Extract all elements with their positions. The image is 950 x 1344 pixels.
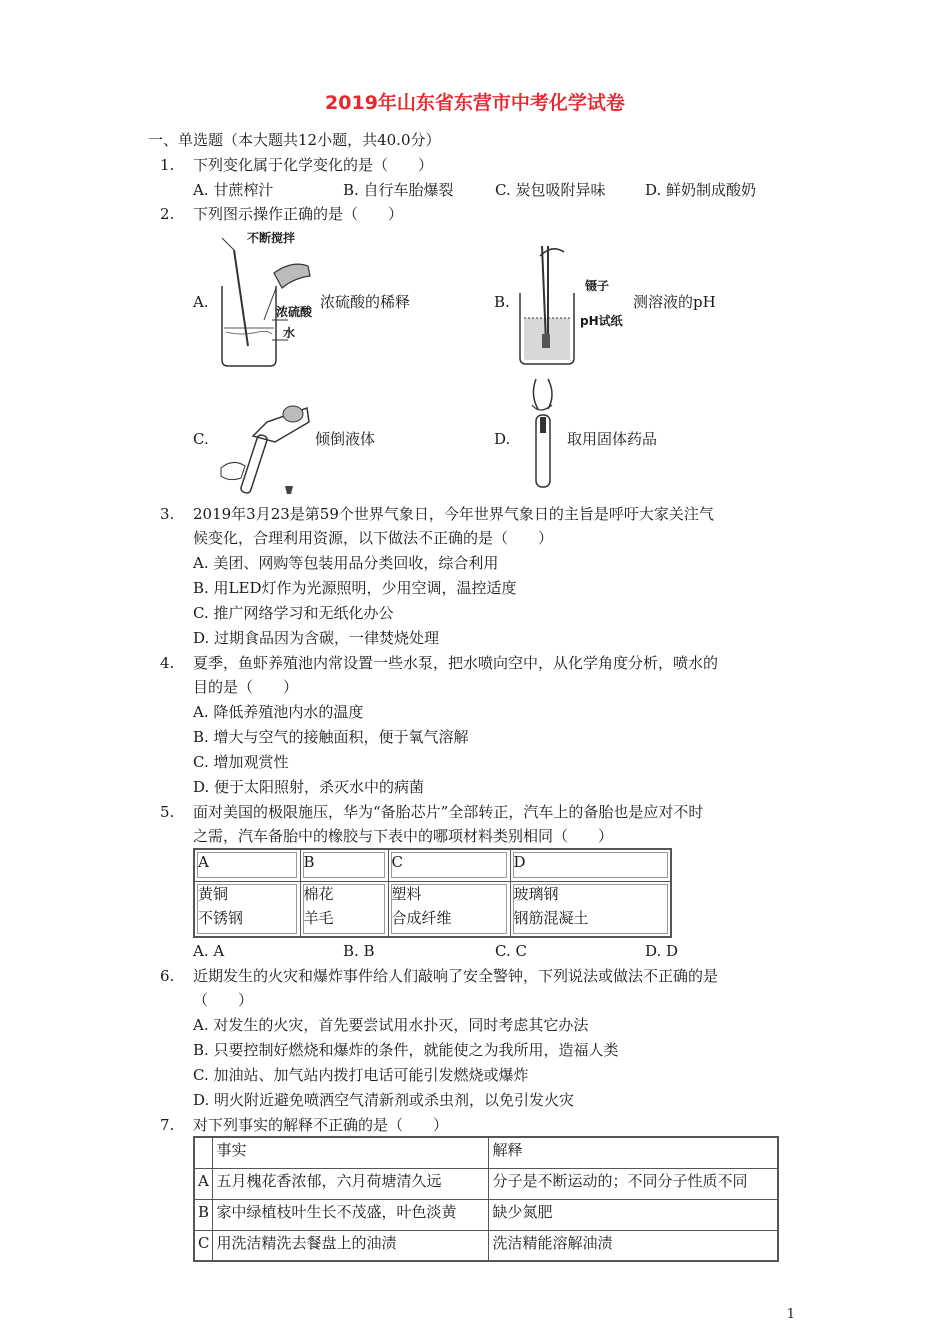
cell-line: 钢筋混凝土 <box>513 908 589 927</box>
q4-option-c: C. 增加观赏性 <box>193 753 289 771</box>
q2-option-a-caption: 浓硫酸的稀释 <box>320 293 411 311</box>
q3-number: 3. <box>160 505 175 523</box>
q4-stem-line1: 夏季，鱼虾养殖池内常设置一些水泵，把水喷向空中，从化学角度分析，喷水的 <box>193 654 719 672</box>
q4-option-d: D. 便于太阳照射，杀灭水中的病菌 <box>193 778 425 796</box>
table-cell <box>194 881 300 937</box>
q2-number: 2. <box>160 205 175 223</box>
q1-number: 1. <box>160 156 175 174</box>
q3-stem-line1: 2019年3月23是第59个世界气象日，今年世界气象日的主旨是呼吁大家关注气 <box>193 505 714 523</box>
q3-option-a: A. 美团、网购等包装用品分类回收，综合利用 <box>193 554 499 572</box>
table-cell <box>388 881 510 937</box>
q4-option-b: B. 增大与空气的接触面积，便于氧气溶解 <box>193 728 469 746</box>
ph-test-figure <box>512 238 582 368</box>
q4-stem-line2: 目的是（ ） <box>193 678 299 696</box>
table-header-cell: 解释 <box>489 1137 778 1168</box>
table-cell: 洗洁精能溶解油渍 <box>489 1230 778 1261</box>
q2-option-b-caption: 测溶液的pH <box>633 293 716 311</box>
q1-option-b: B. 自行车胎爆裂 <box>343 181 454 199</box>
q6-option-d: D. 明火附近避免喷洒空气清新剂或杀虫剂，以免引发火灾 <box>193 1091 575 1109</box>
cell-line: 黄铜 <box>198 884 229 903</box>
table-header-cell: C <box>388 849 510 881</box>
page-title: 2019年山东省东营市中考化学试卷 <box>325 92 625 114</box>
q5-materials-table <box>193 848 672 938</box>
q5-option-b: B. B <box>343 942 375 960</box>
table-header-cell: 事实 <box>213 1137 489 1168</box>
dilution-figure <box>212 228 322 373</box>
q3-option-d: D. 过期食品因为含碳，一律焚烧处理 <box>193 629 440 647</box>
cell-line: 羊毛 <box>303 908 334 927</box>
q1-option-c: C. 炭包吸附异味 <box>495 181 606 199</box>
table-cell: 用洗洁精洗去餐盘上的油渍 <box>213 1230 489 1261</box>
cell-line: 不锈钢 <box>198 908 244 927</box>
table-cell <box>300 881 388 937</box>
cell-line: 棉花 <box>303 884 334 903</box>
q1-stem: 下列变化属于化学变化的是（ ） <box>193 156 434 174</box>
q3-option-b: B. 用LED灯作为光源照明，少用空调，温控适度 <box>193 579 517 597</box>
q6-option-c: C. 加油站、加气站内拨打电话可能引发燃烧或爆炸 <box>193 1066 529 1084</box>
table-cell: A <box>194 1168 213 1199</box>
table-cell <box>510 881 671 937</box>
q3-option-c: C. 推广网络学习和无纸化办公 <box>193 604 394 622</box>
table-row <box>194 1199 778 1230</box>
q6-option-b: B. 只要控制好燃烧和爆炸的条件，就能使之为我所用，造福人类 <box>193 1041 619 1059</box>
q7-stem: 对下列事实的解释不正确的是（ ） <box>193 1116 449 1134</box>
q6-option-a: A. 对发生的火灾，首先要尝试用水扑灭，同时考虑其它办法 <box>193 1016 589 1034</box>
q2-option-d-letter: D. <box>494 430 511 448</box>
q2-option-a-letter: A. <box>193 293 209 311</box>
q4-option-a: A. 降低养殖池内水的温度 <box>193 703 364 721</box>
table-cell: 缺少氮肥 <box>489 1199 778 1230</box>
q2-option-b-letter: B. <box>494 293 510 311</box>
table-cell: 五月槐花香浓郁，六月荷塘清久远 <box>213 1168 489 1199</box>
q5-number: 5. <box>160 803 175 821</box>
q6-stem-line1: 近期发生的火灾和爆炸事件给人们敲响了安全警钟，下列说法或做法不正确的是 <box>193 967 719 985</box>
table-row <box>194 881 671 937</box>
q3-stem-line2: 候变化，合理利用资源，以下做法不正确的是（ ） <box>193 529 554 547</box>
q5-stem-line2: 之需，汽车备胎中的橡胶与下表中的哪项材料类别相同（ ） <box>193 827 614 845</box>
table-cell: C <box>194 1230 213 1261</box>
q2-option-c-caption: 倾倒液体 <box>315 430 376 448</box>
q2-a-label-acid: 浓硫酸 <box>276 305 313 319</box>
table-row <box>194 1168 778 1199</box>
section-heading: 一、单选题（本大题共12小题，共40.0分） <box>148 131 441 149</box>
q6-number: 6. <box>160 967 175 985</box>
pouring-figure <box>215 378 315 498</box>
table-header-cell: B <box>300 849 388 881</box>
q2-b-label-tweezers: 镊子 <box>585 279 610 293</box>
q1-option-d: D. 鲜奶制成酸奶 <box>645 181 757 199</box>
q2-a-label-water: 水 <box>283 326 296 340</box>
table-header-cell: D <box>510 849 671 881</box>
q5-option-c: C. C <box>495 942 527 960</box>
table-row <box>194 1230 778 1261</box>
table-cell: 家中绿植枝叶生长不茂盛，叶色淡黄 <box>213 1199 489 1230</box>
table-cell: B <box>194 1199 213 1230</box>
cell-line: 塑料 <box>391 884 422 903</box>
table-header-row <box>194 849 671 881</box>
q5-option-d: D. D <box>645 942 679 960</box>
q2-option-d-caption: 取用固体药品 <box>567 430 658 448</box>
q2-option-c-letter: C. <box>193 430 209 448</box>
q4-number: 4. <box>160 654 175 672</box>
page-number: 1 <box>786 1307 795 1322</box>
table-header-cell <box>194 1137 213 1168</box>
q2-a-label-stir: 不断搅拌 <box>247 231 296 245</box>
q7-number: 7. <box>160 1116 175 1134</box>
q5-stem-line1: 面对美国的极限施压，华为“备胎芯片”全部转正，汽车上的备胎也是应对不时 <box>193 803 704 821</box>
q7-facts-table <box>193 1136 779 1262</box>
q6-stem-line2: （ ） <box>193 991 254 1009</box>
table-header-row <box>194 1137 778 1168</box>
q2-b-label-ph-paper: pH试纸 <box>580 314 623 328</box>
q5-option-a: A. A <box>193 942 225 960</box>
q2-stem: 下列图示操作正确的是（ ） <box>193 205 404 223</box>
cell-line: 玻璃钢 <box>513 884 559 903</box>
table-header-cell: A <box>194 849 300 881</box>
cell-line: 合成纤维 <box>391 908 452 927</box>
table-cell: 分子是不断运动的；不同分子性质不同 <box>489 1168 778 1199</box>
q1-option-a: A. 甘蔗榨汁 <box>193 181 274 199</box>
